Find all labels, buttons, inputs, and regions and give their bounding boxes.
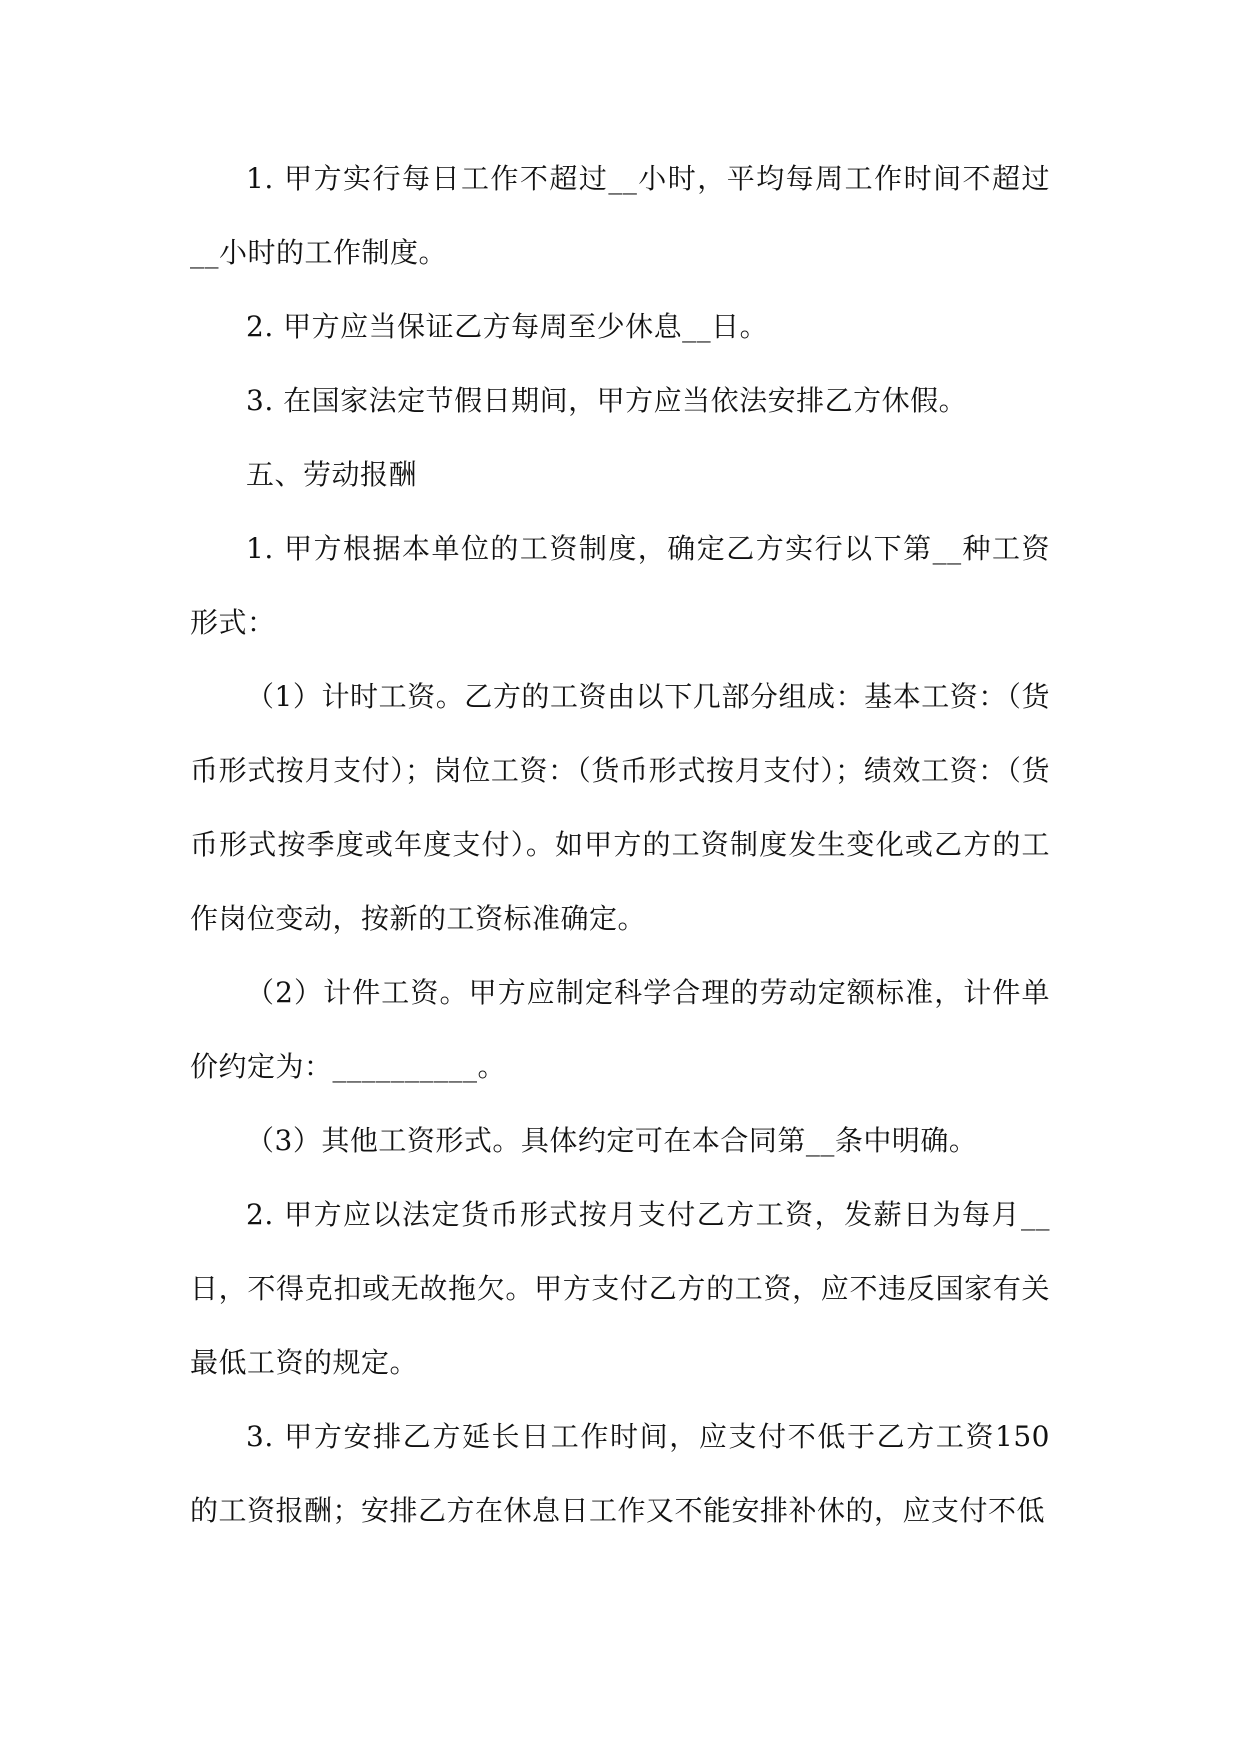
paragraph-piece-wage: （2）计件工资。甲方应制定科学合理的劳动定额标准，计件单价约定为：__________。: [190, 976, 1050, 1083]
section-heading-remuneration: 五、劳动报酬: [246, 458, 418, 491]
paragraph-working-hours: 1. 甲方实行每日工作不超过__小时，平均每周工作时间不超过__小时的工作制度。: [190, 162, 1050, 269]
paragraph-weekly-rest: 2. 甲方应当保证乙方每周至少休息__日。: [246, 310, 769, 343]
paragraph-time-wage: （1）计时工资。乙方的工资由以下几部分组成：基本工资：（货币形式按月支付）；岗位工资：（货币形式按月支付）；绩效工资：（货币形式按季度或年度支付）。如甲方的工资制度发生变化或乙方的工作岗位变动，按新的工资标准确定。: [190, 680, 1050, 935]
paragraph-wage-form: 1. 甲方根据本单位的工资制度，确定乙方实行以下第__种工资形式：: [190, 532, 1050, 639]
document-body: [190, 142, 1050, 1548]
paragraph-other-wage: （3）其他工资形式。具体约定可在本合同第__条中明确。: [246, 1124, 978, 1157]
paragraph-statutory-holidays: 3. 在国家法定节假日期间，甲方应当依法安排乙方休假。: [246, 384, 968, 417]
paragraph-payday: 2. 甲方应以法定货币形式按月支付乙方工资，发薪日为每月__日，不得克扣或无故拖欠。甲方支付乙方的工资，应不违反国家有关最低工资的规定。: [190, 1198, 1050, 1379]
paragraph-overtime-pay: 3. 甲方安排乙方延长日工作时间，应支付不低于乙方工资150的工资报酬；安排乙方在休息日工作又不能安排补休的，应支付不低: [190, 1420, 1050, 1527]
